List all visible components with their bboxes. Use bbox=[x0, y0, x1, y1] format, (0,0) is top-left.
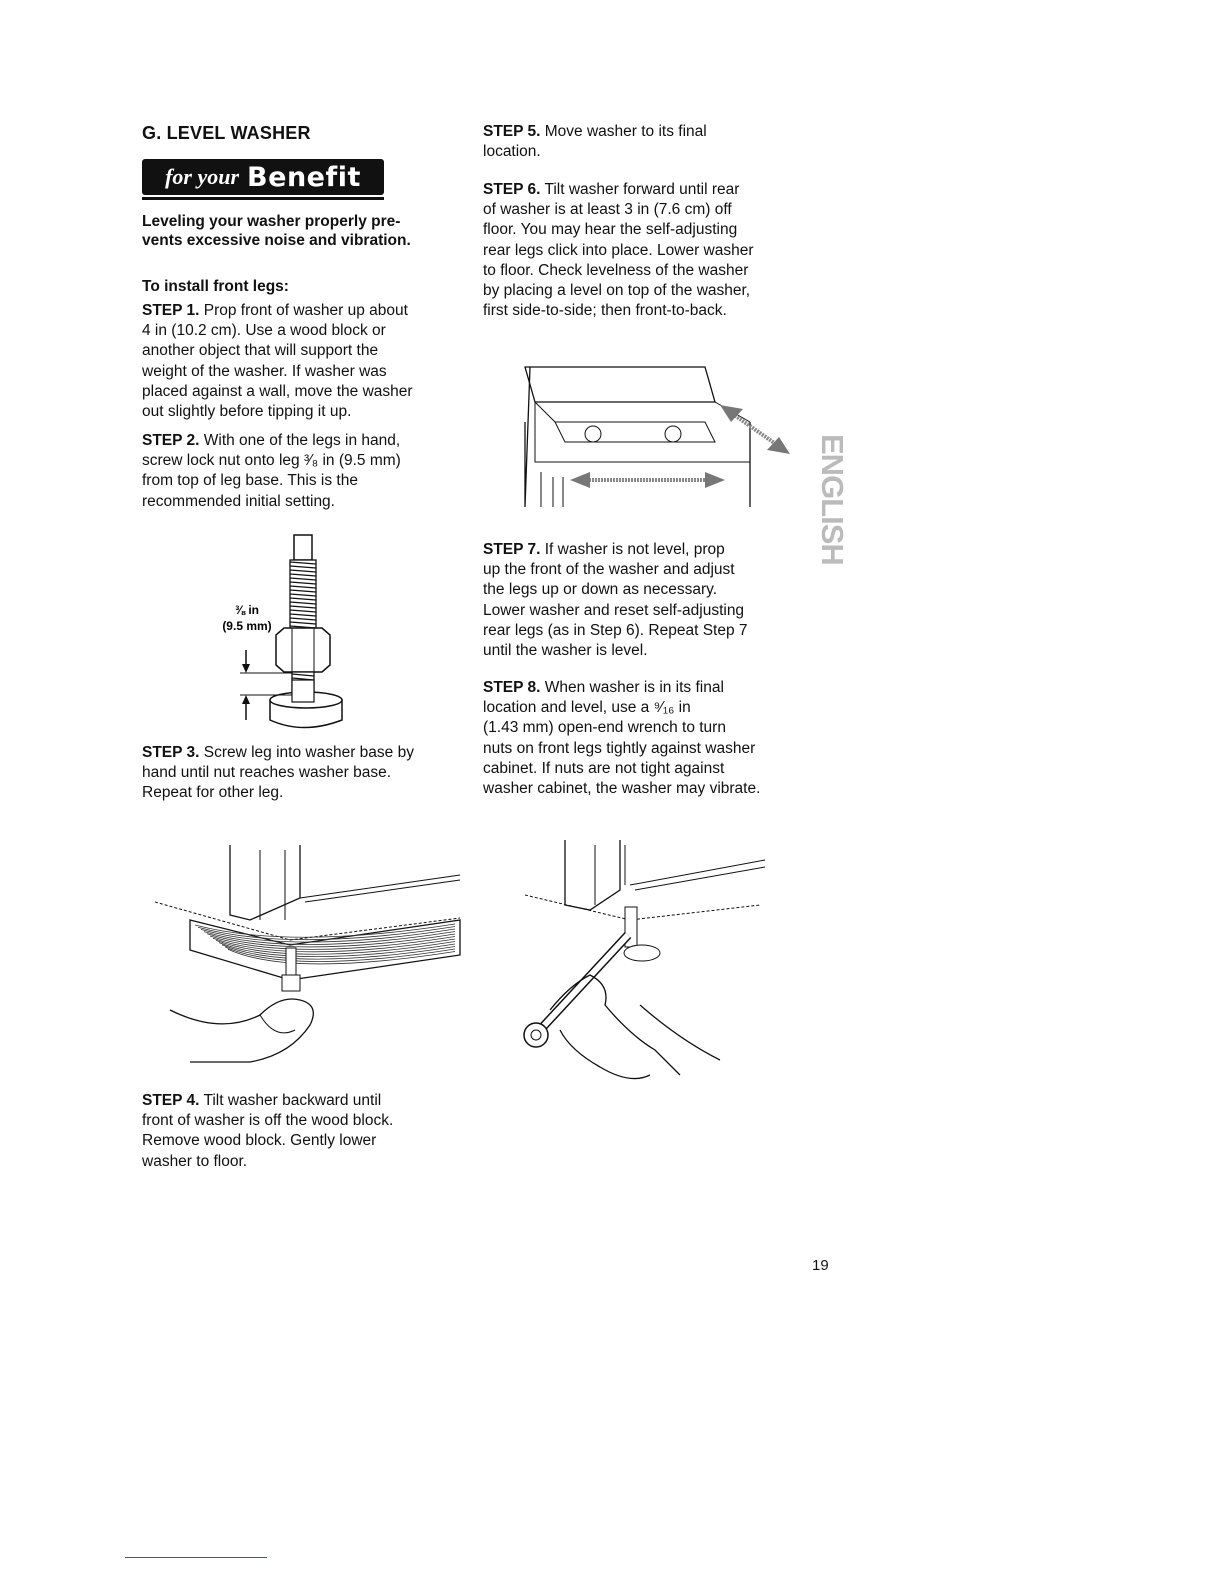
step-line: by placing a level on top of the washer, bbox=[483, 282, 751, 300]
step-line bbox=[142, 743, 414, 763]
intro-line: vents excessive noise and vibration. bbox=[142, 232, 411, 249]
step-text: Tilt washer backward until bbox=[199, 1092, 382, 1109]
step-label: STEP 2. bbox=[142, 432, 200, 449]
step-line: Repeat for other leg. bbox=[142, 784, 284, 802]
banner-small-text: for your bbox=[165, 164, 240, 189]
step-label: STEP 3. bbox=[142, 744, 200, 761]
language-side-tab: ENGLISH bbox=[818, 408, 850, 590]
step-line: screw lock nut onto leg ³⁄₈ in (9.5 mm) bbox=[142, 452, 401, 470]
step-line: Lower washer and reset self-adjusting bbox=[483, 601, 745, 619]
step-line bbox=[483, 180, 754, 200]
washer-level-figure bbox=[515, 362, 815, 512]
step-label: STEP 5. bbox=[483, 123, 541, 140]
step-line: until the washer is level. bbox=[483, 642, 648, 660]
for-your-benefit-banner bbox=[142, 159, 384, 195]
step-label: STEP 7. bbox=[483, 541, 541, 558]
step-line: 4 in (10.2 cm). Use a wood block or bbox=[142, 322, 386, 340]
step-line: cabinet. If nuts are not tight against bbox=[483, 759, 725, 777]
step-text: If washer is not level, prop bbox=[540, 541, 725, 558]
footer-rule bbox=[125, 1557, 267, 1558]
step-text: When washer is in its final bbox=[540, 679, 724, 696]
subheading: To install front legs: bbox=[142, 278, 289, 295]
step-line: placed against a wall, move the washer bbox=[142, 382, 413, 400]
step-8 bbox=[483, 678, 760, 799]
step-line: from top of leg base. This is the bbox=[142, 472, 358, 490]
step-line: the legs up or down as necessary. bbox=[483, 581, 718, 599]
wrench-figure bbox=[520, 835, 780, 1095]
step-line: Remove wood block. Gently lower bbox=[142, 1132, 377, 1150]
dimension-inches: ⅜ in bbox=[234, 603, 260, 617]
step-line: washer to floor. bbox=[142, 1152, 248, 1170]
step-1 bbox=[142, 301, 413, 422]
step-line: front of washer is off the wood block. bbox=[142, 1112, 394, 1130]
step-line: another object that will support the bbox=[142, 342, 379, 360]
step-line: first side-to-side; then front-to-back. bbox=[483, 302, 727, 320]
step-line: out slightly before tipping it up. bbox=[142, 403, 352, 421]
step-line: weight of the washer. If washer was bbox=[142, 362, 387, 380]
step-line: rear legs (as in Step 6). Repeat Step 7 bbox=[483, 621, 748, 639]
section-title: G. LEVEL WASHER bbox=[142, 123, 311, 143]
step-line bbox=[483, 678, 760, 698]
step-label: STEP 8. bbox=[483, 679, 541, 696]
banner-underline bbox=[142, 197, 384, 200]
step-line bbox=[483, 540, 748, 560]
step-line: floor. You may hear the self-adjusting bbox=[483, 221, 738, 239]
wood-block-figure bbox=[150, 840, 470, 1080]
step-line: of washer is at least 3 in (7.6 cm) off bbox=[483, 201, 732, 219]
banner-big-text: Benefit bbox=[247, 161, 361, 193]
step-text: Prop front of washer up about bbox=[199, 302, 408, 319]
step-4 bbox=[142, 1091, 393, 1172]
step-line: rear legs click into place. Lower washer bbox=[483, 241, 754, 259]
step-line: hand until nut reaches washer base. bbox=[142, 764, 392, 782]
step-3 bbox=[142, 743, 414, 804]
step-7 bbox=[483, 540, 748, 661]
step-line bbox=[142, 1091, 393, 1111]
step-line bbox=[483, 122, 707, 142]
step-line: location. bbox=[483, 143, 541, 161]
step-line: up the front of the washer and adjust bbox=[483, 561, 735, 579]
dimension-mm: (9.5 mm) bbox=[222, 619, 272, 633]
step-2 bbox=[142, 431, 401, 512]
step-line bbox=[142, 431, 401, 451]
step-text: Move washer to its final bbox=[540, 123, 707, 140]
step-label: STEP 6. bbox=[483, 181, 541, 198]
intro-text bbox=[142, 212, 411, 250]
step-line: recommended initial setting. bbox=[142, 492, 335, 510]
step-line: nuts on front legs tightly against washer bbox=[483, 739, 756, 757]
step-text: Tilt washer forward until rear bbox=[540, 181, 740, 198]
page-number: 19 bbox=[812, 1257, 829, 1274]
step-line: (1.43 mm) open-end wrench to turn bbox=[483, 719, 726, 737]
step-line bbox=[142, 301, 413, 321]
step-line: location and level, use a ⁹⁄₁₆ in bbox=[483, 699, 691, 717]
step-label: STEP 1. bbox=[142, 302, 200, 319]
step-label: STEP 4. bbox=[142, 1092, 200, 1109]
step-text: With one of the legs in hand, bbox=[199, 432, 401, 449]
leg-figure bbox=[200, 530, 360, 730]
step-5 bbox=[483, 122, 707, 162]
step-text: Screw leg into washer base by bbox=[199, 744, 414, 761]
step-line: to floor. Check levelness of the washer bbox=[483, 261, 749, 279]
step-line: washer cabinet, the washer may vibrate. bbox=[483, 780, 761, 798]
intro-line: Leveling your washer properly pre- bbox=[142, 213, 401, 230]
step-6 bbox=[483, 180, 754, 321]
